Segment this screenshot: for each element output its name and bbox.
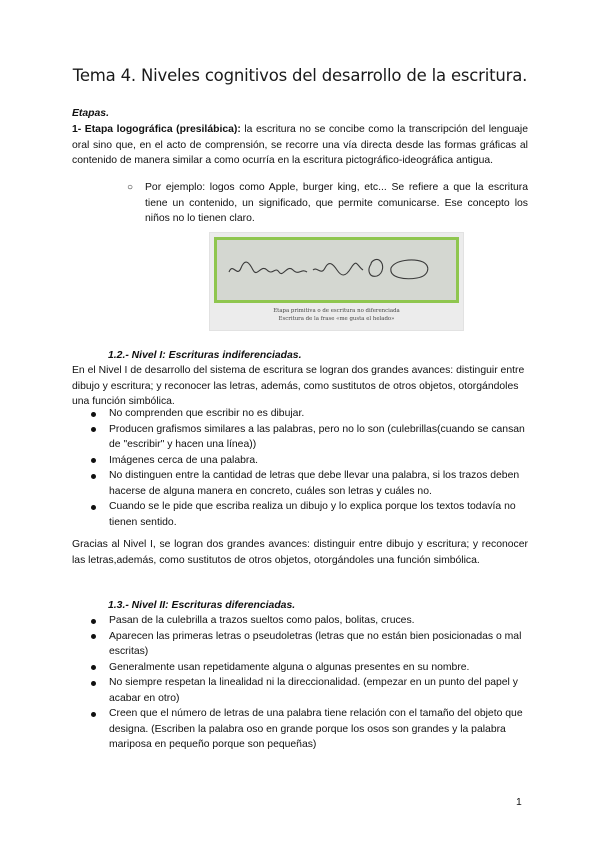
list-item: No distinguen entre la cantidad de letras que debe llevar una palabra, si los trazos deben hacerse de alguna manera en concreto, cuáles son letras y cuáles no. — [72, 468, 528, 499]
bullet-icon — [91, 634, 96, 639]
list-item: Creen que el número de letras de una palabra tiene relación con el tamaño del objeto que designa. (Escriben la palabra oso en grande porque los osos son grandes y la palabra mariposa en pequeño porque son pequeñas) — [72, 706, 528, 753]
list-item: Cuando se le pide que escriba realiza un dibujo y lo explica porque los textos todavía no tienen sentido. — [72, 499, 528, 530]
bullet-icon — [91, 619, 96, 624]
level2-heading: 1.3.- Nivel II: Escrituras diferenciadas. — [108, 600, 296, 611]
hollow-bullet-icon: ○ — [127, 182, 134, 193]
level1-intro: En el Nivel I de desarrollo del sistema de escritura se logran dos grandes avances: distinguir entre dibujo y escritura; y reconocer las letras, además, como sustitutos de otros objetos, otorgándoles una función simbólica. — [72, 365, 525, 407]
level1-heading: 1.2.- Nivel I: Escrituras indiferenciadas. — [108, 350, 302, 361]
stage1-paragraph — [72, 122, 528, 169]
bullet-icon — [91, 505, 96, 510]
list-item: Imágenes cerca de una palabra. — [72, 453, 528, 469]
bullet-icon — [91, 665, 96, 670]
document-title: Tema 4. Niveles cognitivos del desarrollo de la escritura. — [72, 66, 528, 85]
level1-summary: Gracias al Nivel I, se logran dos grandes avances: distinguir entre dibujo y escritura; y reconocer las letras,además, como sustitutos de otros objetos, otorgándoles una función simbólica. — [72, 539, 528, 566]
bullet-icon — [91, 427, 96, 432]
section-label-etapas: Etapas. — [72, 108, 109, 119]
list-item: Generalmente usan repetidamente alguna o algunas presentes en su nombre. — [72, 660, 528, 676]
scribble-image — [217, 240, 456, 300]
list-item: Aparecen las primeras letras o pseudoletras (letras que no están bien posicionadas o mal escritas) — [72, 629, 528, 660]
bullet-icon — [91, 681, 96, 686]
figure-caption-line2: Escritura de la frase «me gusta el helado» — [278, 316, 395, 322]
stage1-heading: 1- Etapa logográfica (presilábica): — [72, 124, 241, 135]
list-item: No siempre respetan la linealidad ni la direccionalidad. (empezar en un punto del papel y acabar en otro) — [72, 675, 528, 706]
list-item: No comprenden que escribir no es dibujar. — [72, 406, 528, 422]
page-number: 1 — [516, 797, 522, 808]
stage1-example: Por ejemplo: logos como Apple, burger king, etc... Se refiere a que la escritura tiene un contenido, un significado, que permite comunicarse. Ese concepto los niños no lo tienen claro. — [145, 182, 528, 224]
figure-image-frame — [214, 237, 459, 303]
bullet-icon — [91, 458, 96, 463]
figure-caption-line1: Etapa primitiva o de escritura no diferenciada — [273, 308, 400, 314]
list-item: Producen grafismos similares a las palabras, pero no lo son (culebrillas(cuando se cansan de "escribir" y hacen una línea)) — [72, 422, 528, 453]
bullet-icon — [91, 412, 96, 417]
level1-list — [72, 406, 528, 530]
bullet-icon — [91, 474, 96, 479]
level2-list — [72, 613, 528, 753]
handwriting-figure — [209, 232, 464, 331]
list-item: Pasan de la culebrilla a trazos sueltos como palos, bolitas, cruces. — [72, 613, 528, 629]
stage1-text: la escritura no se concibe como la transcripción del lenguaje oral sino que, en el acto de comprensión, se recorre una vía directa desde las formas gráficas al contenido de manera similar a como ocurría en la escritura pictográfico-ideográfica antigua. — [72, 124, 529, 166]
bullet-icon — [91, 712, 96, 717]
